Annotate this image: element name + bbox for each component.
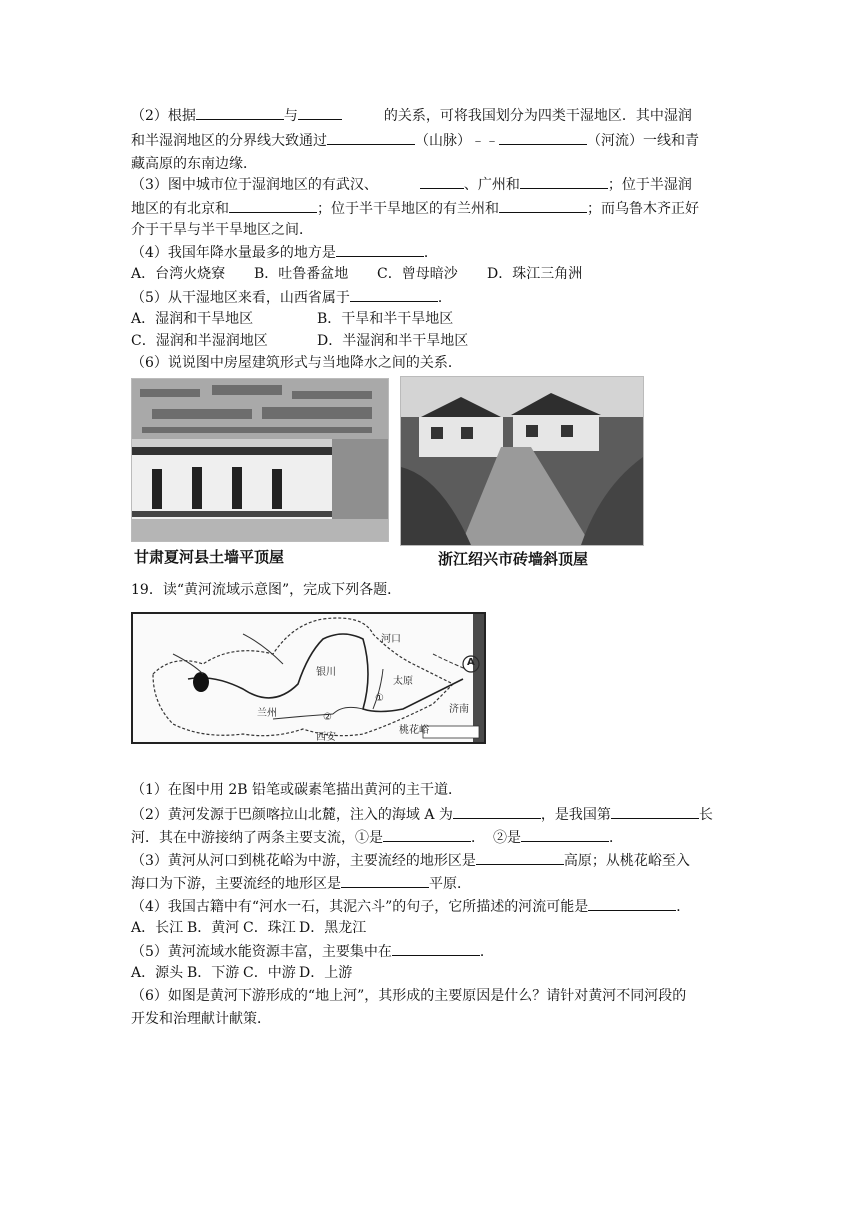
text: （5）黄河流域水能资源丰富，主要集中在 (131, 944, 392, 960)
option-d[interactable]: D．黑龙江 (299, 920, 367, 936)
text: （3）黄河从河口到桃花峪为中游，主要流经的地形区是 (131, 853, 476, 869)
q19-p3-line1 (131, 850, 690, 871)
yellow-river-basin-map (131, 612, 486, 744)
text: （3）图中城市位于湿润地区的有武汉、 (131, 177, 378, 193)
text: （4）我国年降水量最多的地方是 (131, 245, 336, 261)
photo-sloped-roof-house (400, 376, 644, 546)
label-tributary-1: ① (375, 693, 384, 704)
option-d[interactable]: D．珠江三角洲 (487, 266, 583, 282)
q18-p3-line2 (131, 198, 699, 219)
answer-blank[interactable] (350, 287, 438, 302)
text: 高原；从桃花峪至入 (563, 853, 690, 869)
q18-p5-options-ab (131, 309, 453, 329)
text: ①是 (355, 830, 383, 846)
q18-p2-line2 (131, 130, 699, 151)
q19-p3-line2 (131, 873, 471, 894)
option-b[interactable]: B．吐鲁番盆地 (254, 266, 349, 282)
option-b[interactable]: B．黄河 (187, 920, 240, 936)
text: 的关系，可将我国划分为四类干湿地区．其中湿润 (383, 108, 692, 124)
text: （6）说说图中房屋建筑形式与当地降水之间的关系． (131, 355, 462, 371)
answer-blank[interactable] (420, 174, 464, 189)
label-yinchuan: 银川 (316, 667, 336, 678)
option-d[interactable]: D．半湿润和半干旱地区 (317, 333, 469, 349)
q18-p3-line1 (131, 174, 692, 195)
photo-caption-2: 浙江绍兴市砖墙斜顶屋 (438, 550, 589, 568)
option-a[interactable]: A．湿润和干旱地区 (131, 311, 254, 327)
answer-blank[interactable] (392, 941, 480, 956)
q19-p2-line1 (131, 804, 713, 825)
answer-blank[interactable] (336, 242, 424, 257)
text: 平原． (429, 876, 471, 892)
answer-blank[interactable] (476, 850, 564, 865)
q19-p1 (131, 780, 462, 800)
text: （河流）一线和青 (587, 133, 699, 149)
answer-blank[interactable] (611, 804, 699, 819)
answer-blank[interactable] (521, 827, 609, 842)
text: 与 (283, 108, 298, 124)
q18-p5-options-cd (131, 331, 468, 351)
q19-p6-line1 (131, 986, 686, 1006)
option-a[interactable]: A．台湾火烧寮 (131, 266, 226, 282)
q18-p5-stem (131, 287, 452, 308)
q19-p5-options (131, 963, 352, 983)
text: ． (479, 944, 494, 960)
q19-p6-line2 (131, 1009, 271, 1029)
label-lanzhou: 兰州 (257, 708, 277, 719)
label-hekou: 河口 (381, 634, 401, 645)
text: 介于干旱与半干旱地区之间． (131, 222, 313, 238)
text: （2）根据 (131, 108, 196, 124)
text: ． (609, 830, 623, 846)
q18-p4-stem (131, 242, 438, 263)
label-taiyuan: 太原 (393, 676, 413, 687)
text: 19．读“黄河流域示意图”，完成下列各题． (131, 582, 402, 598)
q18-p4-options (131, 264, 582, 284)
text: 河．其在中游接纳了两条主要支流， (131, 830, 355, 846)
text: ；位于半干旱地区的有兰州和 (317, 201, 499, 217)
flat-roof-house-illustration (132, 379, 388, 541)
option-c[interactable]: C．珠江 (243, 920, 296, 936)
text: （山脉）﹣﹣ (415, 133, 499, 149)
photo-caption-1: 甘肃夏河县土墙平顶屋 (134, 548, 285, 566)
map-drawing (133, 614, 484, 742)
text: 和半湿润地区的分界线大致通过 (131, 133, 327, 149)
q19-p2-line2 (131, 827, 623, 848)
answer-blank[interactable] (588, 896, 676, 911)
text: （6）如图是黄河下游形成的“地上河”，其形成的主要原因是什么？请针对黄河不同河段的 (131, 988, 687, 1004)
text: ． (471, 830, 485, 846)
option-d[interactable]: D．上游 (299, 965, 353, 981)
q18-p3-line3 (131, 220, 313, 240)
text: ；位于半湿润 (607, 177, 692, 193)
answer-blank[interactable] (298, 105, 342, 120)
label-xian: 西安 (316, 732, 336, 743)
answer-blank[interactable] (383, 827, 471, 842)
sloped-roof-canal-illustration (401, 377, 643, 545)
answer-blank[interactable] (327, 130, 415, 145)
q19-p4-stem (131, 896, 690, 917)
text: 地区的有北京和 (131, 201, 229, 217)
answer-blank[interactable] (196, 105, 284, 120)
photo-flat-roof-house (131, 378, 389, 542)
label-sea-a: A (467, 657, 475, 668)
text: ． (423, 245, 438, 261)
q19-p4-options (131, 918, 366, 938)
answer-blank[interactable] (499, 130, 587, 145)
q19-p5-stem (131, 941, 494, 962)
text: （4）我国古籍中有“河水一石，其泥六斗”的句子，它所描述的河流可能是 (131, 899, 589, 915)
label-jinan: 济南 (449, 704, 469, 715)
option-c[interactable]: C．中游 (243, 965, 296, 981)
answer-blank[interactable] (229, 198, 317, 213)
text: ；而乌鲁木齐正好 (587, 201, 699, 217)
text: （2）黄河发源于巴颜喀拉山北麓，注入的海域 A 为 (131, 807, 453, 823)
label-taohuayu: 桃花峪 (399, 725, 429, 736)
answer-blank[interactable] (499, 198, 587, 213)
text: （1）在图中用 2B 铅笔或碳素笔描出黄河的主干道． (131, 782, 463, 798)
text: 、广州和 (463, 177, 520, 193)
text: （5）从干湿地区来看，山西省属于 (131, 290, 350, 306)
option-c[interactable]: C．曾母暗沙 (377, 266, 458, 282)
text: ． (437, 290, 452, 306)
option-a[interactable]: A．源头 (131, 965, 184, 981)
option-b[interactable]: B．干旱和半干旱地区 (317, 311, 454, 327)
option-c[interactable]: C．湿润和半湿润地区 (131, 333, 268, 349)
q19-title (131, 580, 401, 600)
answer-blank[interactable] (453, 804, 541, 819)
answer-blank[interactable] (520, 174, 608, 189)
label-tributary-2: ② (323, 712, 332, 723)
text: ． (676, 899, 691, 915)
text: 长 (698, 807, 713, 823)
q18-p6 (131, 353, 462, 373)
answer-blank[interactable] (341, 873, 429, 888)
option-a[interactable]: A．长江 (131, 920, 184, 936)
text: ，是我国第 (540, 807, 611, 823)
q18-p2-line1 (131, 105, 692, 126)
q18-p2-line3 (131, 154, 257, 174)
text: 开发和治理献计献策． (131, 1011, 271, 1027)
text: ②是 (493, 830, 521, 846)
text: 藏高原的东南边缘． (131, 156, 257, 172)
option-b[interactable]: B．下游 (187, 965, 240, 981)
text: 海口为下游，主要流经的地形区是 (131, 876, 341, 892)
